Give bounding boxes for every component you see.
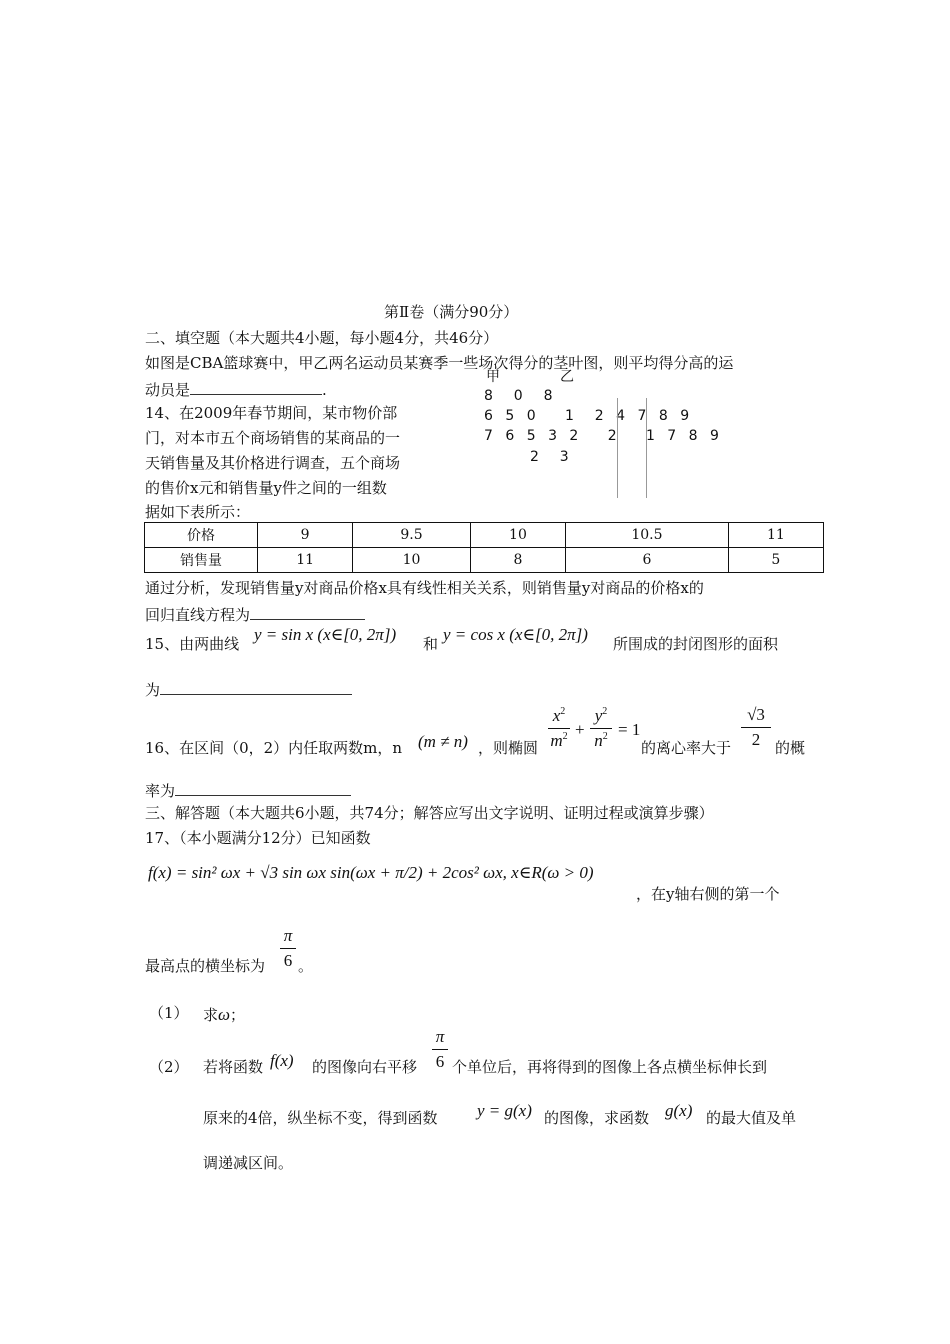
q14-line5: 据如下表所示： bbox=[145, 503, 251, 521]
sub1-end: ； bbox=[230, 1006, 246, 1024]
sub2-line2a: 原来的4倍，纵坐标不变，得到函数 bbox=[203, 1109, 438, 1127]
part3-header: 三、解答题（本大题共6小题，共74分；解答应写出文字说明、证明过程或演算步骤） bbox=[145, 804, 714, 822]
q13-answer-blank[interactable] bbox=[190, 381, 322, 395]
stemleaf-row-4: 2 3 bbox=[530, 449, 573, 465]
table-cell: 8 bbox=[470, 548, 565, 573]
stemleaf-label-b: 乙 bbox=[560, 369, 574, 385]
table-cell: 9.5 bbox=[353, 523, 471, 548]
sub2-gx: g(x) bbox=[665, 1101, 693, 1120]
q13-suffix: . bbox=[322, 381, 327, 399]
q17-tail: ，在y轴右侧的第一个 bbox=[636, 885, 780, 903]
q15-curve2: y = cos x (x∈[0, 2π]) bbox=[443, 625, 588, 644]
q16-answer-blank[interactable] bbox=[175, 782, 351, 796]
plus-sign: + bbox=[575, 720, 585, 739]
q16-mid: ，则椭圆 bbox=[478, 739, 539, 757]
sub2-b: 的图像向右平移 bbox=[312, 1058, 418, 1076]
q14-line2: 门，对本市五个商场销售的某商品的一 bbox=[145, 429, 401, 447]
q17-formula: f(x) = sin² ωx + √3 sin ωx sin(ωx + π/2) + 2cos² ωx, x∈R(ω > 0) bbox=[148, 863, 594, 882]
table-cell: 6 bbox=[566, 548, 729, 573]
sub2-line2b: 的图像，求函数 bbox=[544, 1109, 650, 1127]
q15-suffix: 所围成的封闭图形的面积 bbox=[613, 635, 779, 653]
sub1-number: （1） bbox=[149, 1004, 189, 1022]
q14-line3: 天销售量及其价格进行调查，五个商场 bbox=[145, 454, 401, 472]
table-cell: 5 bbox=[728, 548, 823, 573]
ellipse-term-x: $x^2$ $m^2$ bbox=[548, 706, 570, 751]
q13-line1: 如图是CBA篮球赛中，甲乙两名运动员某赛季一些场次得分的茎叶图，则平均得分高的运 bbox=[145, 354, 734, 372]
q15-line2 bbox=[145, 681, 352, 698]
q15-mid: 和 bbox=[423, 635, 439, 653]
q14-after2 bbox=[145, 606, 365, 623]
q13-prefix: 动员是 bbox=[145, 381, 191, 399]
ellipse-rhs: = 1 bbox=[618, 720, 641, 739]
pi-over-6-a: π 6 bbox=[280, 926, 296, 971]
q13-line2 bbox=[145, 381, 327, 398]
q16-end: 的概 bbox=[775, 739, 806, 757]
price-sales-table bbox=[144, 522, 824, 573]
sub1-text-label: 求 bbox=[203, 1006, 219, 1024]
stemleaf-label-a: 甲 bbox=[486, 369, 500, 385]
q15-curve1: y = sin x (x∈[0, 2π]) bbox=[254, 625, 397, 644]
sub1-text bbox=[203, 1006, 245, 1023]
q14-answer-blank[interactable] bbox=[250, 606, 365, 620]
sub2-line3: 调递减区间。 bbox=[203, 1154, 294, 1172]
table-cell: 10 bbox=[470, 523, 565, 548]
sub2-number: （2） bbox=[149, 1058, 189, 1076]
table-row bbox=[145, 548, 824, 573]
q15-answer-blank[interactable] bbox=[160, 681, 352, 695]
table-cell: 10 bbox=[353, 548, 471, 573]
table-cell: 11 bbox=[728, 523, 823, 548]
table-cell: 11 bbox=[258, 548, 353, 573]
q16-line2 bbox=[145, 782, 351, 799]
q17-line3-end: 。 bbox=[298, 957, 314, 975]
stemleaf-divider-left bbox=[617, 398, 618, 498]
stemleaf-divider-right bbox=[646, 398, 647, 498]
q16-prefix: 16、在区间（0，2）内任取两数m，n bbox=[145, 739, 403, 757]
table-cell: 销售量 bbox=[145, 548, 258, 573]
stemleaf-row-1: 8 0 8 bbox=[484, 388, 557, 404]
q15-prefix: 15、由两曲线 bbox=[145, 635, 240, 653]
q14-line4: 的售价x元和销售量y件之间的一组数 bbox=[145, 479, 387, 497]
sub2-fx: f(x) bbox=[270, 1051, 294, 1070]
stemleaf-row-2: 6 5 0 1 2 4 7 8 9 bbox=[484, 408, 694, 424]
q14-after1: 通过分析，发现销售量y对商品价格x具有线性相关关系，则销售量y对商品的价格x的 bbox=[145, 579, 704, 597]
part2-header: 二、填空题（本大题共4小题，每小题4分，共46分） bbox=[145, 329, 499, 347]
sub2-line2c: 的最大值及单 bbox=[706, 1109, 797, 1127]
omega-symbol: ω bbox=[218, 1005, 231, 1024]
q15-line2-text: 为 bbox=[145, 681, 161, 699]
sub2-c: 个单位后，再将得到的图像上各点横坐标伸长到 bbox=[452, 1058, 768, 1076]
q17-line3: 最高点的横坐标为 bbox=[145, 957, 266, 975]
table-row bbox=[145, 523, 824, 548]
q14-line1: 14、在2009年春节期间，某市物价部 bbox=[145, 404, 398, 422]
table-cell: 10.5 bbox=[566, 523, 729, 548]
q16-after: 的离心率大于 bbox=[641, 739, 732, 757]
table-cell: 价格 bbox=[145, 523, 258, 548]
table-cell: 9 bbox=[258, 523, 353, 548]
sub2-a: 若将函数 bbox=[203, 1058, 264, 1076]
q16-line2-text: 率为 bbox=[145, 782, 176, 800]
q14-after2-text: 回归直线方程为 bbox=[145, 606, 251, 624]
pi-over-6-b: π 6 bbox=[432, 1027, 448, 1072]
section-title: 第Ⅱ卷（满分90分） bbox=[384, 303, 519, 321]
q16-condition: (m ≠ n) bbox=[418, 732, 468, 751]
stemleaf-row-3: 7 6 5 3 2 2 1 7 8 9 bbox=[484, 428, 723, 444]
q17-intro: 17、（本小题满分12分）已知函数 bbox=[145, 829, 371, 847]
sub2-ygx: y = g(x) bbox=[477, 1101, 532, 1120]
ellipse-term-y: $y^2$ $n^2$ bbox=[590, 706, 612, 751]
eccentricity-fraction: √3 2 bbox=[741, 705, 771, 750]
